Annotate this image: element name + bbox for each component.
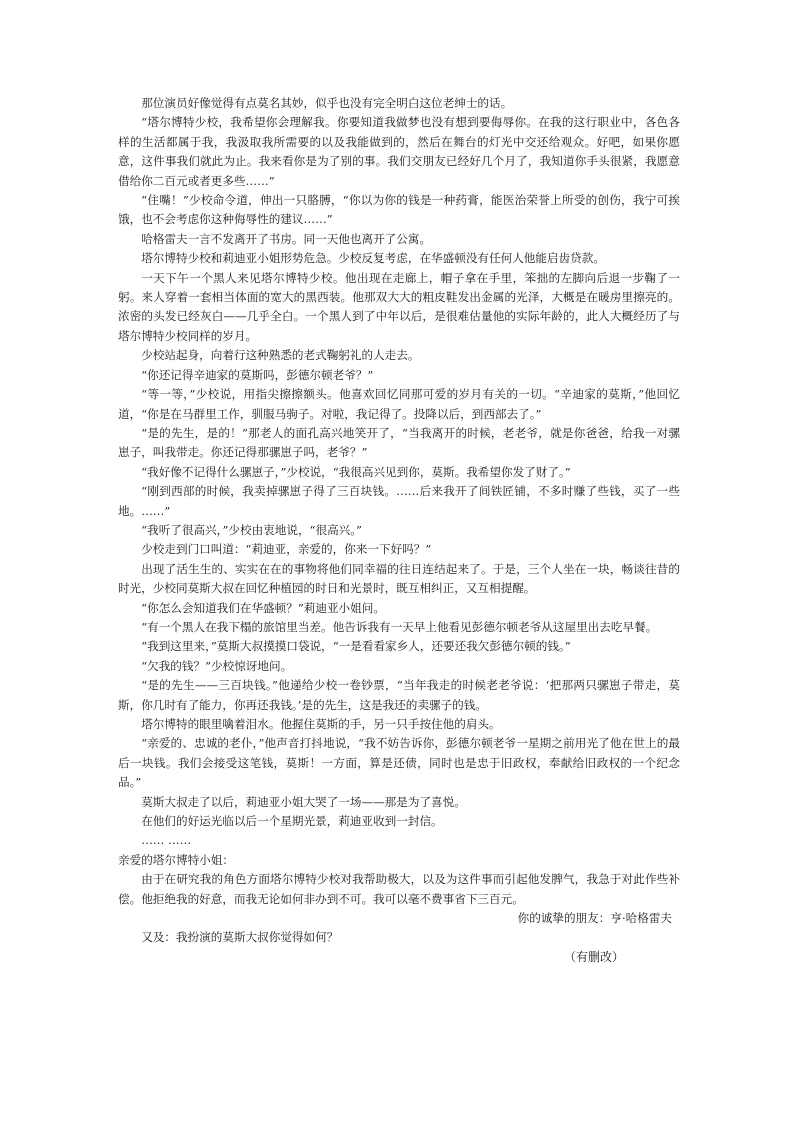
paragraph-5: 塔尔博特少校和莉迪亚小姐形势危急。少校反复考虑，在华盛顿没有任何人他能启齿贷款。 — [141, 251, 605, 266]
paragraph-10: “是的先生，是的！”那老人的面孔高兴地笑开了，“当我离开的时候，老老爷，就是你爸爸，给我一对骡崽子，叫我带走。你还记得那骡崽子吗，老爷？” — [118, 425, 680, 460]
paragraph-16: “你怎么会知道我们在华盛顿？”莉迪亚小姐问。 — [141, 600, 385, 615]
letter-body: 由于在研究我的角色方面塔尔博特少校对我帮助极大，以及为这件事而引起他发脾气，我急于对此作些补偿。他拒绝我的好意，而我无论如何非办到不可。我可以毫不费事省下三百元。 — [118, 872, 680, 906]
paragraph-3: “住嘴！”少校命令道，伸出一只胳膊，“你以为你的钱是一种药膏，能医治荣誉上所受的创伤，我宁可挨饿，也不会考虑你这种侮辱性的建议……” — [118, 193, 680, 227]
paragraph-24: 在他们的好运光临以后一个星期光景，莉迪亚收到一封信。 — [141, 814, 443, 829]
paragraph-1: 那位演员好像觉得有点莫名其妙，似乎也没有完全明白这位老绅士的话。 — [141, 96, 513, 110]
paragraph-23: 莫斯大叔走了以后，莉迪亚小姐大哭了一场——那是为了喜悦。 — [141, 794, 466, 809]
paragraph-7: 少校站起身，向着行这种熟悉的老式鞠躬礼的人走去。 — [141, 348, 420, 363]
letter-postscript: 又及：我扮演的莫斯大叔你觉得如何？ — [141, 930, 339, 945]
paragraph-21: 塔尔博特的眼里噙着泪水。他握住莫斯的手，另一只手按住他的肩头。 — [141, 717, 501, 731]
paragraph-9: “等一等，”少校说，用指尖擦擦额头。他喜欢回忆同那可爱的岁月有关的一切。“辛迪家的莫斯，”他回忆道，“你是在马群里工作，驯服马驹子。对啦，我记得了。投降以后，到西部去了。” — [118, 387, 680, 421]
paragraph-18: “我到这里来，”莫斯大叔摸摸口袋说，“一是看看家乡人，还要还我欠彭德尔顿的钱。” — [141, 639, 571, 654]
paragraph-15: 出现了活生生的、实实在在的事物将他们同幸福的往日连结起来了。于是，三个人坐在一块，畅谈往昔的时光，少校同莫斯大叔在回忆种植园的时日和光景时，既互相纠正，又互相提醒。 — [118, 561, 680, 596]
paragraph-13: “我听了很高兴，”少校由衷地说，“很高兴。” — [141, 522, 362, 537]
paragraph-6: 一天下午一个黑人来见塔尔博特少校。他出现在走廊上，帽子拿在手里，笨拙的左脚向后退一步鞠了一躬。来人穿着一套相当体面的宽大的黑西装。他那双大大的粗皮鞋发出金属的光泽，大概是在暖房里擦亮的。浓密的头发已经灰白——几乎全白。一个黑人到了中年以后，是很难估量他的实际年龄的，此人大概经历了与塔尔博特少校同样的岁月。 — [118, 270, 680, 343]
letter-greeting: 亲爱的塔尔博特小姐： — [118, 852, 234, 867]
ellipsis-line: …… …… — [141, 833, 192, 848]
paragraph-19: “欠我的钱？”少校惊讶地问。 — [141, 658, 293, 673]
paragraph-12: “刚到西部的时候，我卖掉骡崽子得了三百块钱。……后来我开了间铁匠铺，不多时赚了些钱，买了一些地。……” — [118, 484, 680, 518]
paragraph-22: “亲爱的、忠诚的老仆，”他声音打抖地说，“我不妨告诉你，彭德尔顿老爷一星期之前用光了他在世上的最后一块钱。我们会接受这笔钱，莫斯！一方面，算是还债，同时也是忠于旧政权，奉献给旧政权的一个纪念品。” — [118, 736, 680, 790]
abridged-note: （有删改） — [563, 949, 624, 964]
paragraph-4: 哈格雷夫一言不发离开了书房。同一天他也离开了公寓。 — [141, 231, 432, 246]
paragraph-17: “有一个黑人在我下榻的旅馆里当差。他告诉我有一天早上他看见彭德尔顿老爷从这屋里出去吃早餐。 — [141, 619, 658, 634]
article-page — [118, 94, 680, 967]
paragraph-20: “是的先生——三百块钱。”他递给少校一卷钞票，“当年我走的时候老老爷说：‘把那两只骡崽子带走，莫斯，你几时有了能力，你再还我钱。’是的先生，这是我还的卖骡子的钱。 — [118, 678, 680, 712]
paragraph-14: 少校走到门口叫道：“莉迪亚，亲爱的，你来一下好吗？” — [141, 542, 432, 557]
paragraph-11: “我好像不记得什么骡崽子，”少校说，“我很高兴见到你，莫斯。我希望你发了财了。” — [141, 464, 571, 479]
letter-signature: 你的诚挚的朋友：亨·哈格雷夫 — [517, 911, 672, 926]
paragraph-2: “塔尔博特少校，我希望你会理解我。你要知道我做梦也没有想到要侮辱你。在我的这行职业中，各色各样的生活都属于我，我汲取我所需要的以及我能做到的，然后在舞台的灯光中交还给观众。好吧，如果你愿意，这件事我们就此为止。我来看你是为了别的事。我们交朋友已经好几个月了，我知道你手头很紧，我愿意借给你二百元或者更多些……” — [118, 115, 680, 188]
paragraph-8: “你还记得辛迪家的莫斯吗，彭德尔顿老爷？” — [141, 367, 374, 382]
